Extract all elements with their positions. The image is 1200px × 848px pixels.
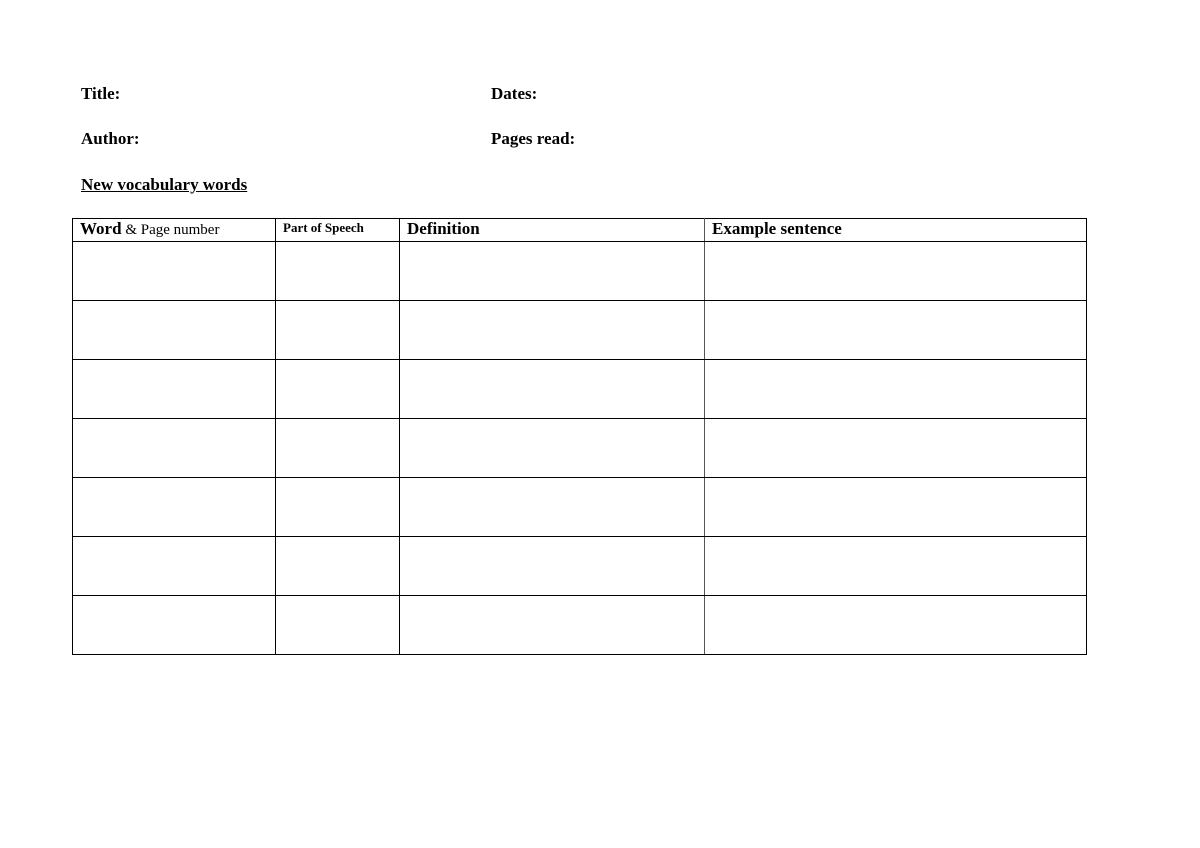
- word-page-cell[interactable]: [73, 478, 276, 537]
- definition-cell[interactable]: [400, 242, 705, 301]
- example-sentence-cell[interactable]: [705, 301, 1087, 360]
- author-label: Author:: [81, 129, 140, 148]
- section-heading: New vocabulary words: [81, 175, 248, 194]
- definition-cell[interactable]: [400, 360, 705, 419]
- word-page-cell[interactable]: [73, 419, 276, 478]
- definition-cell[interactable]: [400, 301, 705, 360]
- column-header-word-page: [73, 219, 276, 242]
- example-sentence-cell[interactable]: [705, 478, 1087, 537]
- part-of-speech-cell[interactable]: [276, 537, 400, 596]
- vocabulary-table: [72, 218, 1087, 655]
- definition-cell[interactable]: [400, 478, 705, 537]
- example-sentence-cell[interactable]: [705, 419, 1087, 478]
- part-of-speech-cell[interactable]: [276, 596, 400, 655]
- word-page-cell[interactable]: [73, 596, 276, 655]
- column-header-example-sentence: Example sentence: [705, 219, 1087, 242]
- example-sentence-cell[interactable]: [705, 537, 1087, 596]
- column-header-part-of-speech: Part of Speech: [276, 219, 400, 242]
- definition-cell[interactable]: [400, 419, 705, 478]
- part-of-speech-cell[interactable]: [276, 478, 400, 537]
- pages-read-label: Pages read:: [491, 129, 576, 148]
- table-row: [73, 478, 1087, 537]
- definition-cell[interactable]: [400, 596, 705, 655]
- title-label: Title:: [81, 84, 121, 103]
- example-sentence-cell[interactable]: [705, 242, 1087, 301]
- example-sentence-cell[interactable]: [705, 596, 1087, 655]
- part-of-speech-cell[interactable]: [276, 301, 400, 360]
- column-header-page-number: & Page number: [121, 222, 220, 238]
- definition-cell[interactable]: [400, 537, 705, 596]
- word-page-cell[interactable]: [73, 301, 276, 360]
- word-page-cell[interactable]: [73, 360, 276, 419]
- dates-label: Dates:: [491, 84, 538, 103]
- vocabulary-table-body: [73, 242, 1087, 655]
- table-row: [73, 537, 1087, 596]
- table-row: [73, 301, 1087, 360]
- word-page-cell[interactable]: [73, 537, 276, 596]
- part-of-speech-cell[interactable]: [276, 360, 400, 419]
- part-of-speech-cell[interactable]: [276, 419, 400, 478]
- table-row: [73, 242, 1087, 301]
- table-row: [73, 419, 1087, 478]
- example-sentence-cell[interactable]: [705, 360, 1087, 419]
- column-header-word: Word: [80, 219, 122, 238]
- part-of-speech-cell[interactable]: [276, 242, 400, 301]
- table-row: [73, 360, 1087, 419]
- column-header-definition: Definition: [400, 219, 705, 242]
- word-page-cell[interactable]: [73, 242, 276, 301]
- table-row: [73, 596, 1087, 655]
- table-header-row: [73, 219, 1087, 242]
